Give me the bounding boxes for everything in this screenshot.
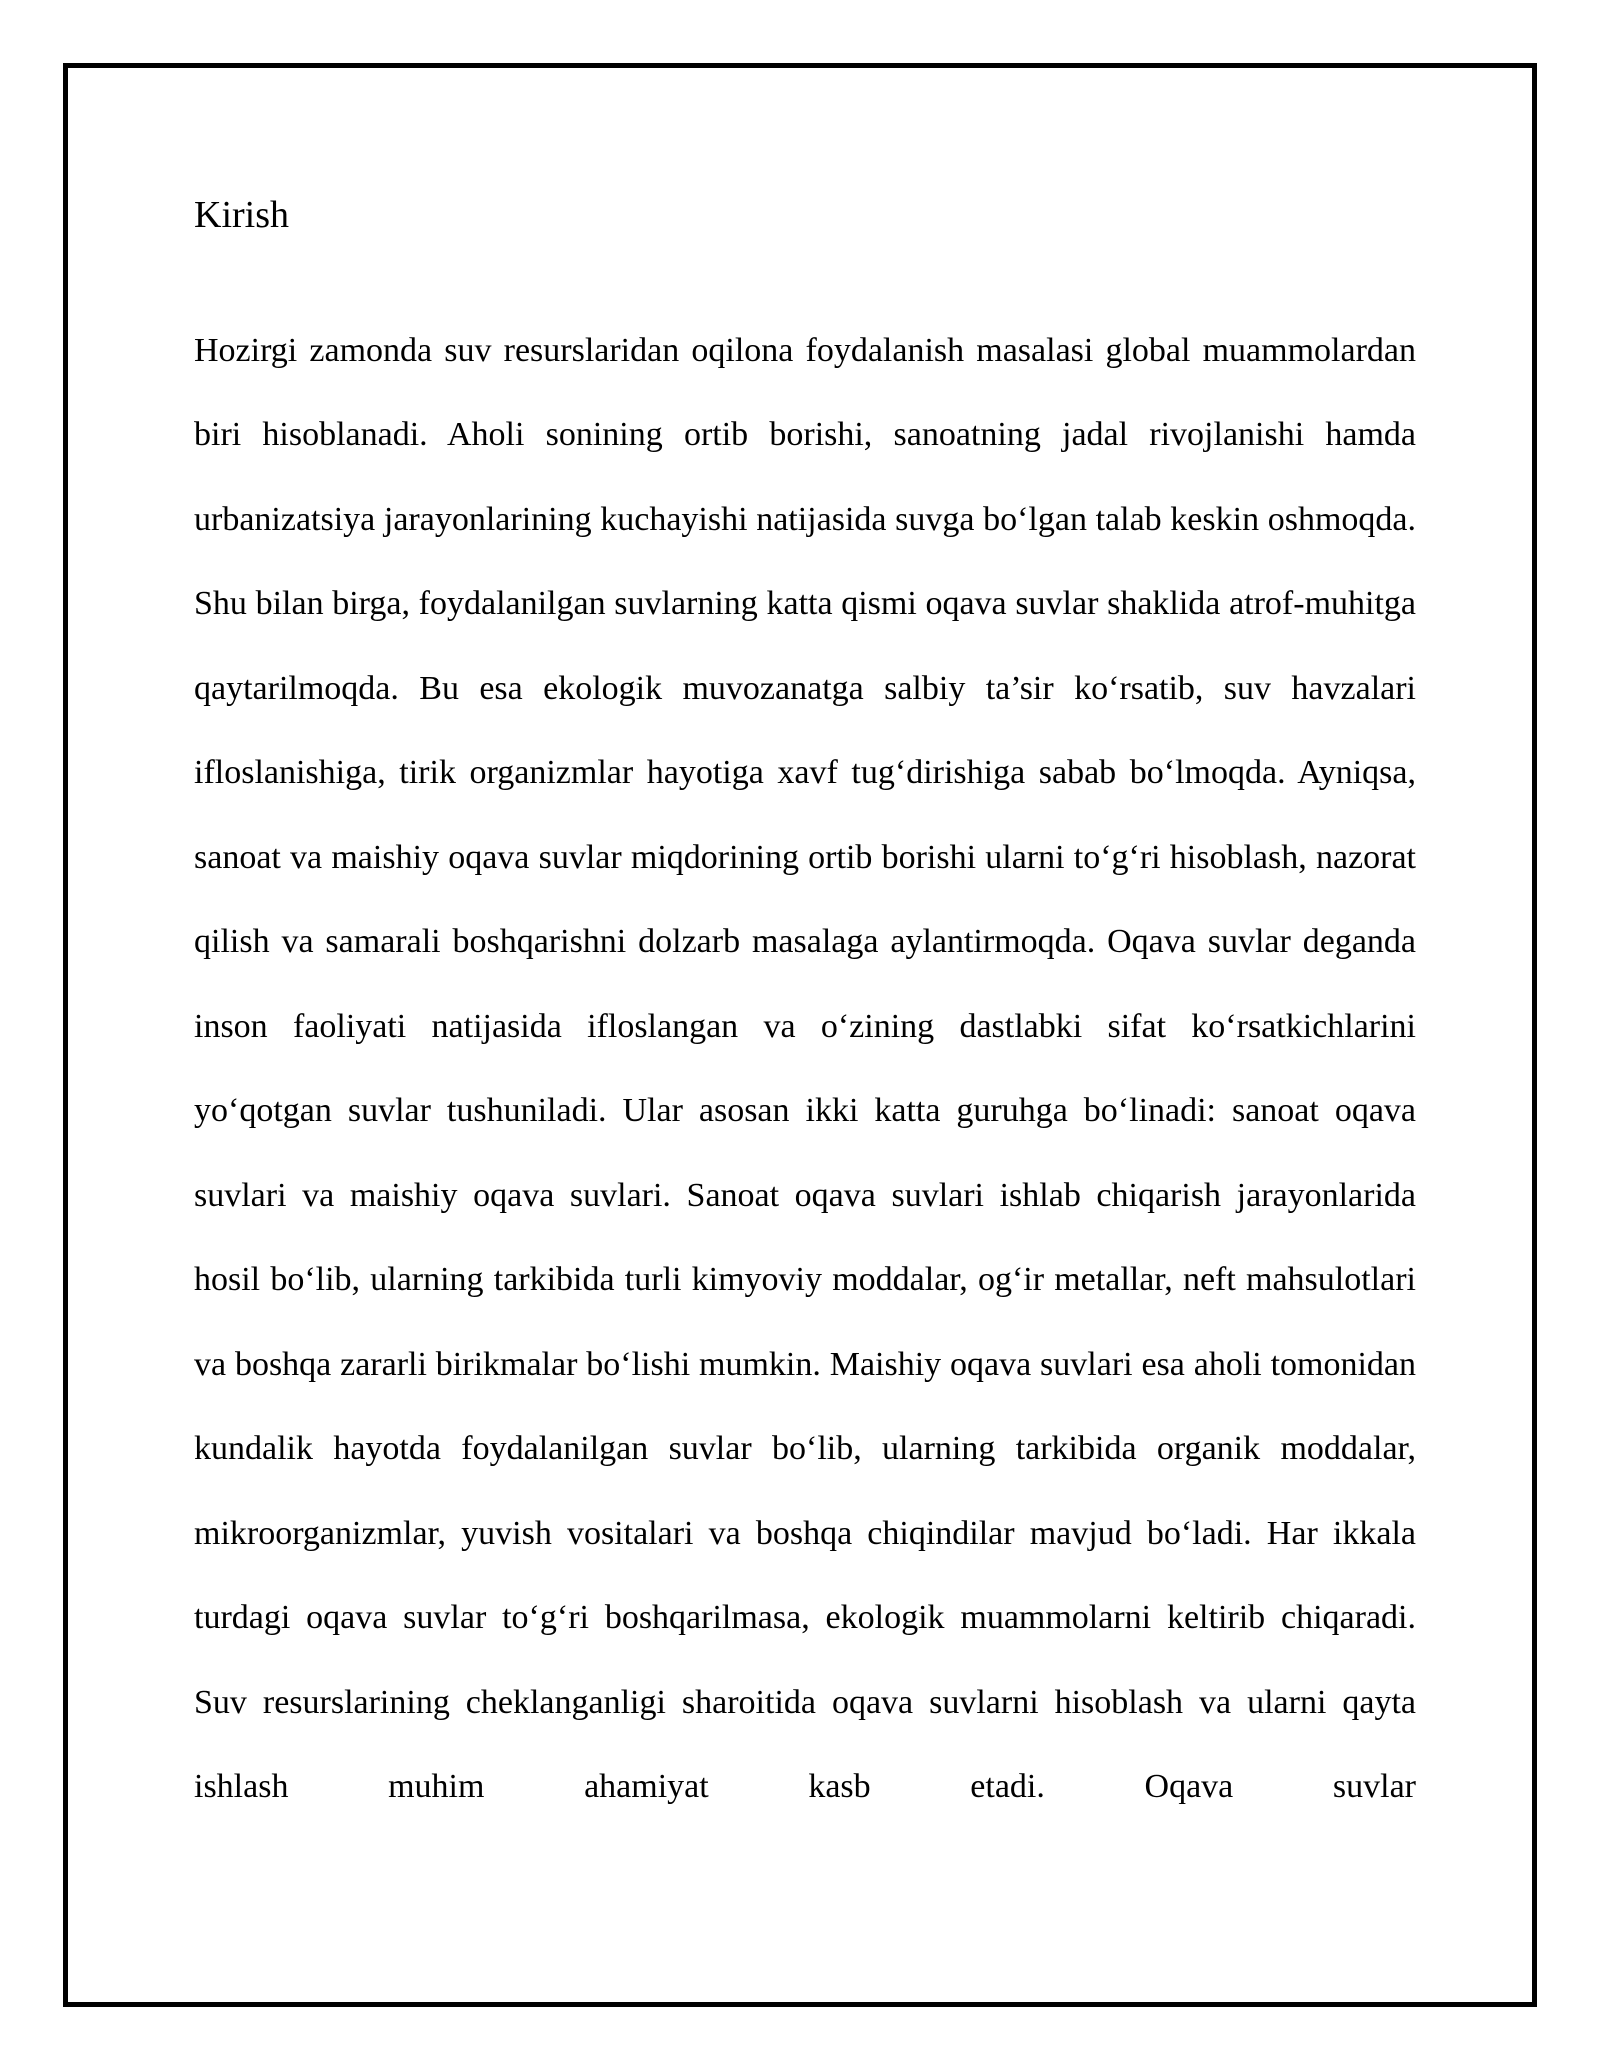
body-paragraph: Hozirgi zamonda suv resurslaridan oqilona foydalanish masalasi global muammolardan biri hisoblanadi. Aholi sonining ortib borishi, sanoatning jadal rivojlanishi hamda urbanizatsiya jarayonlarining kuchayishi natijasida suvga bo‘lgan talab keskin oshmoqda. Shu bilan birga, foydalanilgan suvlarning katta qismi oqava suvlar shaklida atrof-muhitga qaytarilmoqda. Bu esa ekologik muvozanatga salbiy ta’sir ko‘rsatib, suv havzalari ifloslanishiga, tirik organizmlar hayotiga xavf tug‘dirishiga sabab bo‘lmoqda. Ayniqsa, sanoat va maishiy oqava suvlar miqdorining ortib borishi ularni to‘g‘ri hisoblash, nazorat qilish va samarali boshqarishni dolzarb masalaga aylantirmoqda. Oqava suvlar deganda inson faoliyati natijasida ifloslangan va o‘zining dastlabki sifat ko‘rsatkichlarini yo‘qotgan suvlar tushuniladi. Ular asosan ikki katta guruhga bo‘linadi: sanoat oqava suvlari va maishiy oqava suvlari. Sanoat oqava suvlari ishlab chiqarish jarayonlarida hosil bo‘lib, ularning tarkibida turli kimyoviy moddalar, og‘ir metallar, neft mahsulotlari va boshqa zararli birikmalar bo‘lishi mumkin. Maishiy oqava suvlari esa aholi tomonidan kundalik hayotda foydalanilgan suvlar bo‘lib, ularning tarkibida organik moddalar, mikroorganizmlar, yuvish vositalari va boshqa chiqindilar mavjud bo‘ladi. Har ikkala turdagi oqava suvlar to‘g‘ri boshqarilmasa, ekologik muammolarni keltirib chiqaradi. Suv resurslarining cheklanganligi sharoitida oqava suvlarni hisoblash va ularni qayta ishlash muhim ahamiyat kasb etadi. Oqava suvlar	[194, 331, 1416, 1806]
section-heading: Kirish	[194, 194, 289, 236]
page-border	[63, 63, 1537, 2007]
document-content	[194, 193, 1416, 1830]
